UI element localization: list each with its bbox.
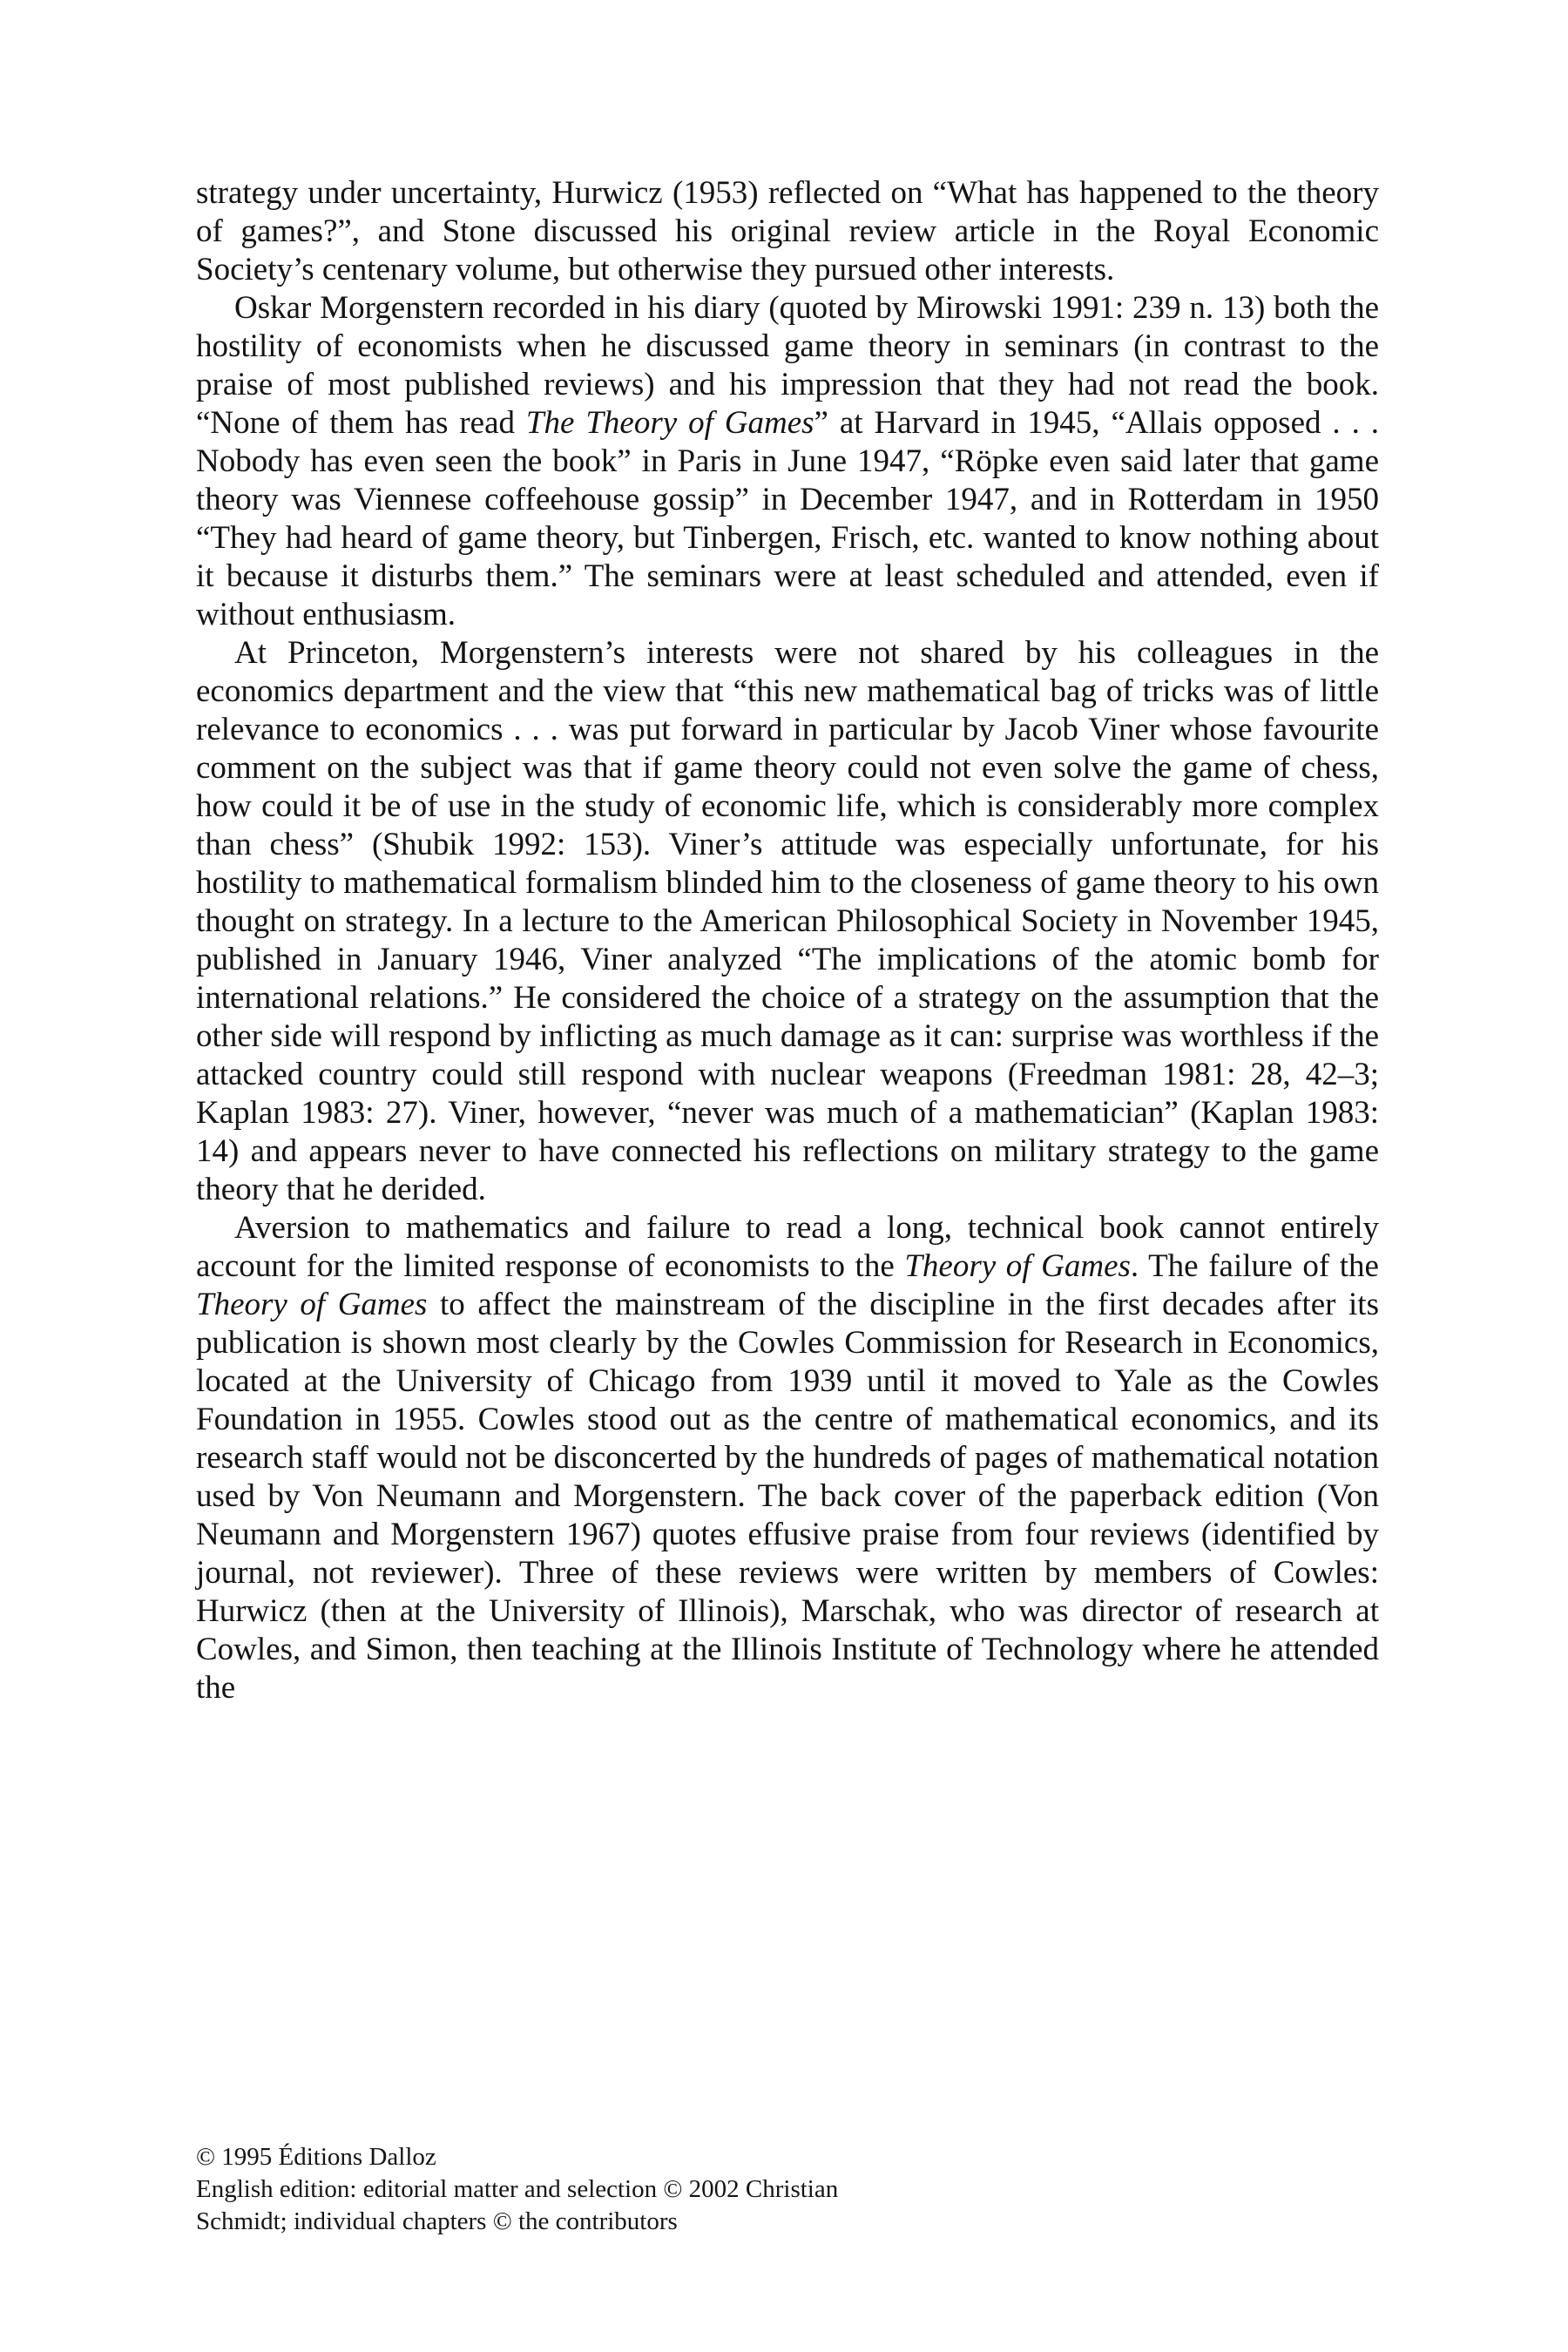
page-body-text (196, 174, 1379, 1707)
text-run: strategy under uncertainty, Hurwicz (1953) reflected on “What has happened to the theory of games?”, and Stone discussed his original review article in the Royal Economic Society’s centenary volume, but otherwise they pursued other interests. (196, 175, 1379, 287)
copyright-line: © 1995 Éditions Dalloz (196, 2143, 436, 2171)
paragraph (196, 1209, 1379, 1707)
text-run: At Princeton, Morgenstern’s interests were not shared by his colleagues in the economics department and the view that “this new mathematical bag of tricks was of little relevance to economics . . . was put forward in particular by Jacob Viner whose favourite comment on the subject was that if game theory could not even solve the game of chess, how could it be of use in the study of economic life, which is considerably more complex than chess” (Shubik 1992: 153). Viner’s attitude was especially unfortunate, for his hostility to mathematical formalism blinded him to the closeness of game theory to his own thought on strategy. In a lecture to the American Philosophical Society in November 1945, published in January 1946, Viner analyzed “The implications of the atomic bomb for international relations.” He considered the choice of a strategy on the assumption that the other side will respond by inflicting as much damage as it can: surprise was worthless if the attacked country could still respond with nuclear weapons (Freedman 1981: 28, 42–3; Kaplan 1983: 27). Viner, however, “never was much of a mathematician” (Kaplan 1983: 14) and appears never to have connected his reflections on military strategy to the game theory that he derided. (196, 635, 1379, 1207)
paragraph (196, 174, 1379, 289)
copyright-footer (196, 2141, 1379, 2238)
book-title-italic: Theory of Games (904, 1248, 1131, 1284)
book-title-italic: The Theory of Games (525, 405, 814, 441)
text-run: Aversion to mathematics and failure to read a long, technical book cannot entirely account for the limited response of economists to the (196, 1210, 1379, 1284)
book-title-italic: Theory of Games (196, 1287, 428, 1322)
text-run: ” at Harvard in 1945, “Allais opposed . . . Nobody has even seen the book” in Paris in June 1947, “Röpke even said later that game theory was Viennese coffeehouse gossip” in December 1947, and in Rotterdam in 1950 “They had heard of game theory, but Tinbergen, Frisch, etc. wanted to know nothing about it because it disturbs them.” The seminars were at least scheduled and attended, even if without enthusiasm. (196, 405, 1379, 632)
text-run: Oskar Morgenstern recorded in his diary (quoted by Mirowski 1991: 239 n. 13) both the hostility of economists when he discussed game theory in seminars (in contrast to the praise of most published reviews) and his impression that they had not read the book. “None of them has read (196, 290, 1379, 441)
copyright-line: English edition: editorial matter and selection © 2002 Christian (196, 2175, 839, 2203)
copyright-line: Schmidt; individual chapters © the contributors (196, 2207, 678, 2235)
paragraph (196, 289, 1379, 634)
text-run: to affect the mainstream of the discipline in the first decades after its publication is shown most clearly by the Cowles Commission for Research in Economics, located at the University of Chicago from 1939 until it moved to Yale as the Cowles Foundation in 1955. Cowles stood out as the centre of mathematical economics, and its research staff would not be disconcerted by the hundreds of pages of mathematical notation used by Von Neumann and Morgenstern. The back cover of the paperback edition (Von Neumann and Morgenstern 1967) quotes effusive praise from four reviews (identified by journal, not reviewer). Three of these reviews were written by members of Cowles: Hurwicz (then at the University of Illinois), Marschak, who was director of research at Cowles, and Simon, then teaching at the Illinois Institute of Technology where he attended the (196, 1287, 1379, 1706)
text-run: . The failure of the (1130, 1248, 1379, 1284)
paragraph (196, 634, 1379, 1209)
